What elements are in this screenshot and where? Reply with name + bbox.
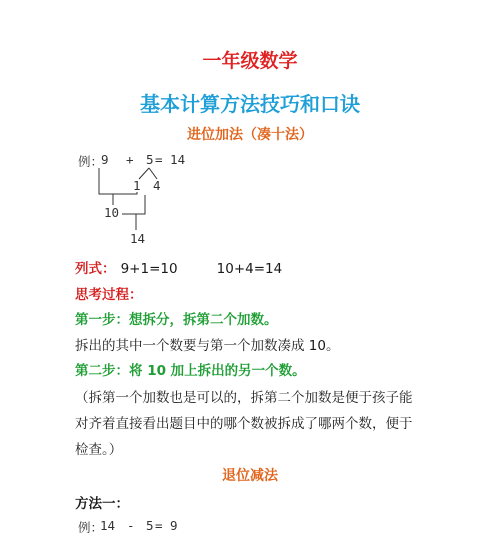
sub-minuend: 14 — [100, 518, 116, 533]
split-line-right — [149, 168, 157, 179]
final-result: 14 — [130, 231, 146, 246]
example-addend-b: 5 — [146, 152, 154, 167]
formula-label: 列式： — [75, 261, 116, 277]
sub-subtrahend: 5 — [146, 518, 154, 533]
page-title: 一年级数学 — [202, 50, 298, 72]
split-part-1: 1 — [133, 178, 141, 193]
example-prefix: 例： — [78, 154, 104, 169]
step-1: 第一步：想拆分，拆第二个加数。 — [75, 312, 278, 328]
split-part-2: 4 — [153, 178, 161, 193]
section-heading-borrow-subtraction: 退位减法 — [222, 468, 278, 484]
thinking-label: 思考过程： — [75, 287, 143, 303]
sub-operator: - — [127, 518, 135, 533]
formula-row — [75, 257, 282, 277]
section-heading-carry-addition: 进位加法（凑十法） — [187, 127, 313, 143]
note-line-2: 对齐着直接看出题目中的哪个数被拆成了哪两个数，便于 — [75, 416, 413, 432]
page-subtitle: 基本计算方法技巧和口诀 — [140, 92, 360, 116]
result-bracket — [122, 195, 145, 214]
note-line-1: （拆第一个加数也是可以的，拆第二个加数是便于孩子能 — [75, 390, 413, 406]
example-operator: + — [126, 152, 134, 167]
method-1-label: 方法一： — [75, 496, 129, 512]
step-2: 第二步：将 10 加上拆出的另一个数。 — [75, 363, 306, 379]
example-equals: = 14 — [155, 152, 186, 167]
sub-equals: = 9 — [155, 518, 178, 533]
step-1-text: 拆出的其中一个数要与第一个加数凑成 10。 — [75, 338, 340, 354]
example-addend-a: 9 — [101, 152, 109, 167]
note-line-3: 检查。） — [75, 442, 123, 458]
bracket-ten — [99, 168, 137, 194]
split-line-left — [139, 168, 149, 179]
formula-2: 10+4=14 — [216, 261, 283, 277]
formula-1: 9+1=10 — [120, 261, 178, 277]
sub-example-prefix: 例： — [78, 520, 104, 535]
sum-ten: 10 — [104, 205, 120, 220]
